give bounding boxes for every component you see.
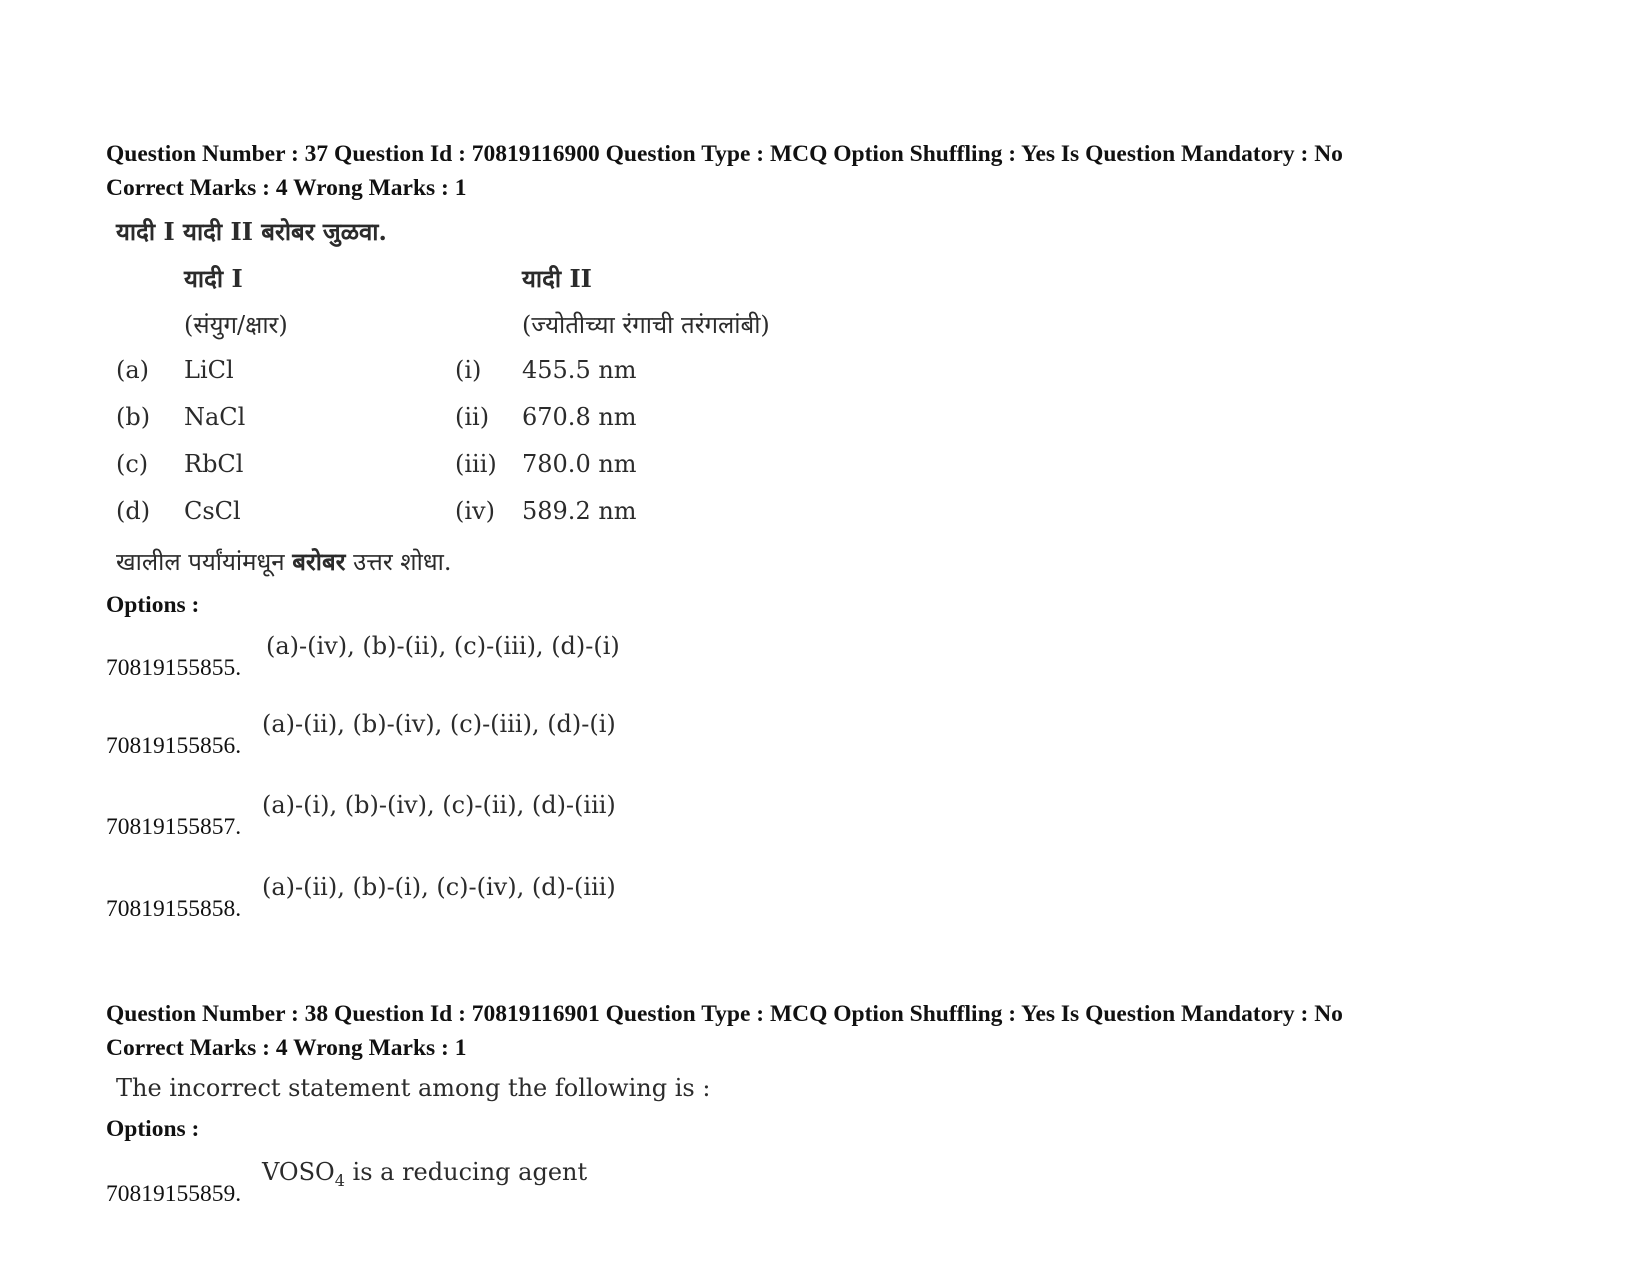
row-iv-key: (iv): [455, 497, 495, 525]
row-d-compound: CsCl: [184, 497, 241, 525]
option-text: [262, 1158, 587, 1190]
prompt-post: उत्तर शोधा.: [353, 548, 452, 576]
option-text: (a)-(ii), (b)-(i), (c)-(iv), (d)-(iii): [262, 873, 616, 901]
row-a-compound: LiCl: [184, 356, 234, 384]
q37-options-label: Options :: [106, 592, 200, 618]
row-d-key: (d): [116, 497, 151, 525]
q37-meta-line1: Question Number : 37 Question Id : 70819116900 Question Type : MCQ Option Shuffling : Yes Is Question Mandatory : No: [106, 141, 1343, 167]
list1-header: यादी I: [184, 264, 243, 293]
row-ii-key: (ii): [455, 403, 490, 431]
option-text: (a)-(i), (b)-(iv), (c)-(ii), (d)-(iii): [262, 791, 616, 819]
q38-meta-line1: Question Number : 38 Question Id : 70819116901 Question Type : MCQ Option Shuffling : Yes Is Question Mandatory : No: [106, 1001, 1343, 1027]
prompt-bold: बरोबर: [292, 547, 346, 576]
option-id: 70819155856.: [106, 733, 242, 759]
option-id: 70819155857.: [106, 814, 242, 840]
q37-option-1[interactable]: [106, 632, 1006, 682]
q37-option-4[interactable]: [106, 873, 1006, 923]
row-a-key: (a): [116, 356, 150, 384]
row-c-key: (c): [116, 450, 149, 478]
q38-meta-line2: Correct Marks : 4 Wrong Marks : 1: [106, 1035, 467, 1061]
option-text: (a)-(ii), (b)-(iv), (c)-(iii), (d)-(i): [262, 710, 616, 738]
q37-prompt: [116, 545, 451, 578]
option-text: (a)-(iv), (b)-(ii), (c)-(iii), (d)-(i): [266, 632, 620, 660]
row-i-key: (i): [455, 356, 482, 384]
row-iv-wavelength: 589.2 nm: [522, 497, 637, 525]
row-ii-wavelength: 670.8 nm: [522, 403, 637, 431]
list1-subheader: (संयुग/क्षार): [184, 311, 288, 339]
option-id: 70819155858.: [106, 896, 242, 922]
q37-option-2[interactable]: [106, 710, 1006, 760]
q37-meta-line2: Correct Marks : 4 Wrong Marks : 1: [106, 175, 467, 201]
option-text-post: is a reducing agent: [344, 1158, 588, 1186]
q38-options-label: Options :: [106, 1116, 200, 1142]
option-id: 70819155855.: [106, 655, 242, 681]
row-b-key: (b): [116, 403, 151, 431]
option-text-pre: VOSO: [262, 1158, 335, 1186]
option-id: 70819155859.: [106, 1181, 242, 1207]
row-iii-key: (iii): [455, 450, 497, 478]
row-b-compound: NaCl: [184, 403, 246, 431]
row-c-compound: RbCl: [184, 450, 244, 478]
prompt-pre: खालील पर्यांयांमधून: [116, 548, 285, 576]
row-iii-wavelength: 780.0 nm: [522, 450, 637, 478]
option-text-sub: 4: [334, 1170, 345, 1190]
row-i-wavelength: 455.5 nm: [522, 356, 637, 384]
list2-header: यादी II: [522, 264, 592, 293]
q38-question-text: The incorrect statement among the following is :: [116, 1074, 711, 1102]
q37-instruction: यादी I यादी II बरोबर जुळवा.: [116, 217, 387, 246]
q38-option-1[interactable]: [106, 1158, 1006, 1208]
list2-subheader: (ज्योतीच्या रंगाची तरंगलांबी): [522, 311, 770, 339]
q37-option-3[interactable]: [106, 791, 1006, 841]
